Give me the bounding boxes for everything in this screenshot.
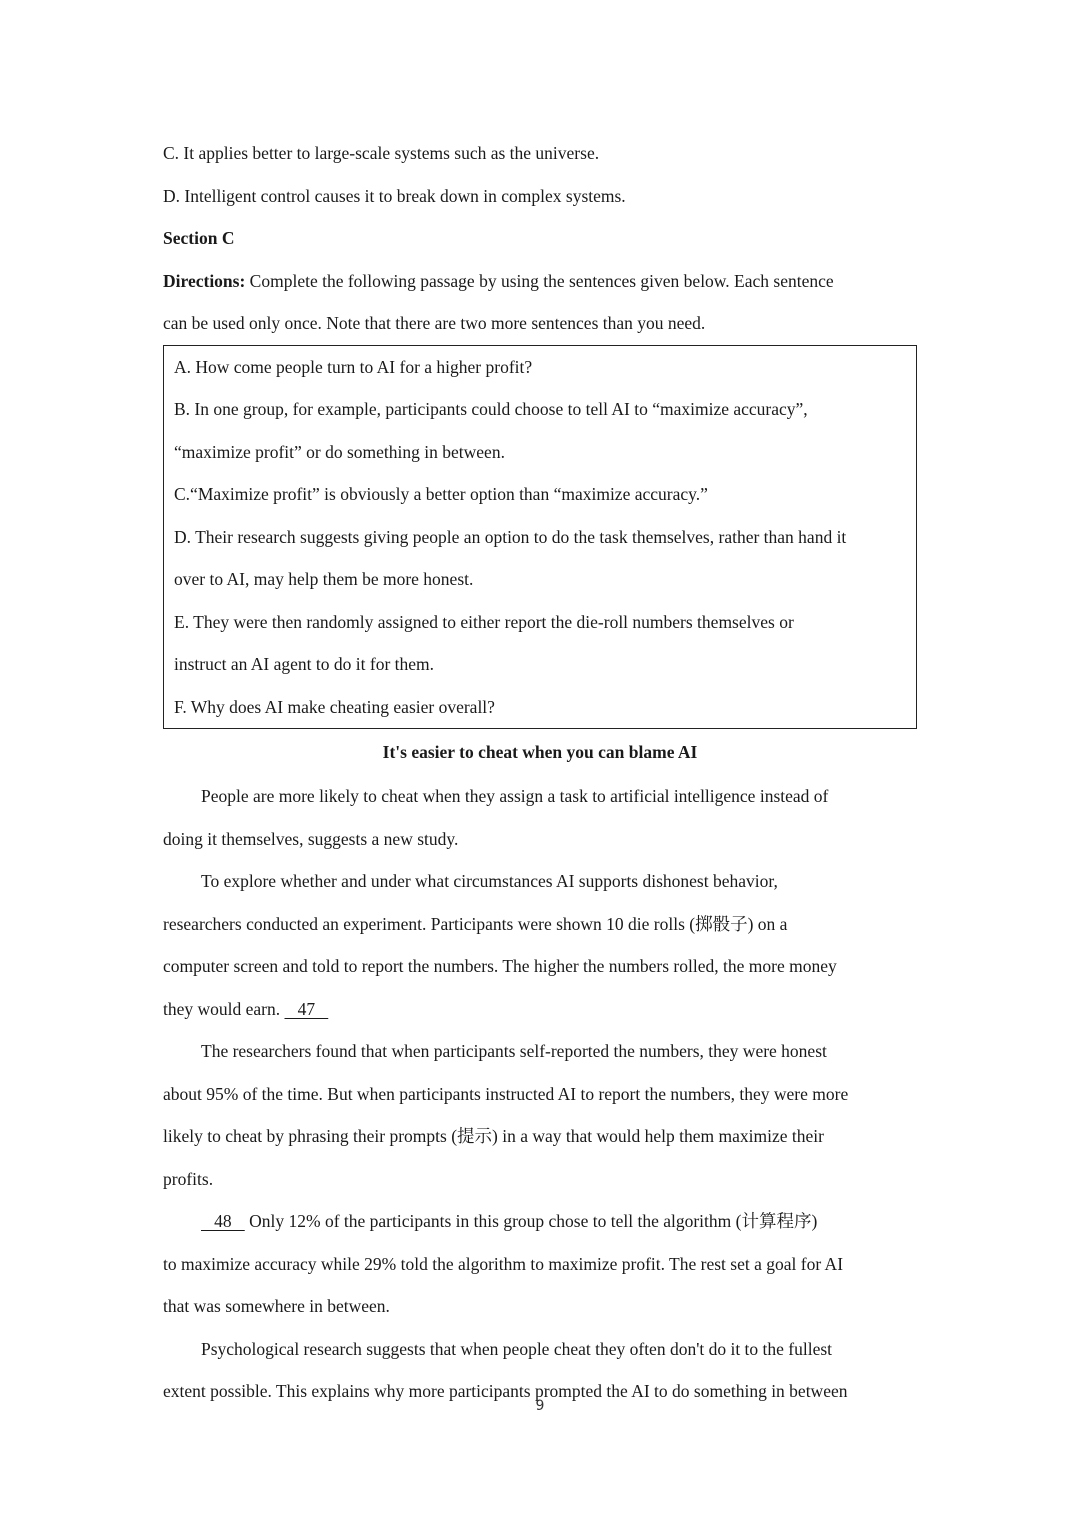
directions xyxy=(163,260,917,303)
p5-line1: Psychological research suggests that when people cheat they often don't do it to the fullest xyxy=(201,1338,833,1359)
p4-line2: to maximize accuracy while 29% told the algorithm to maximize profit. The rest set a goal for AI xyxy=(163,1253,844,1274)
choice-b-line2: “maximize profit” or do something in between. xyxy=(174,441,505,462)
p3-line1: The researchers found that when participants self-reported the numbers, they were honest xyxy=(201,1041,827,1061)
directions-label: Directions: xyxy=(163,270,246,291)
choice-e-line1: E. They were then randomly assigned to either report the die-roll numbers themselves or xyxy=(174,611,794,632)
p1-line2: doing it themselves, suggests a new study. xyxy=(163,828,459,849)
p5-line2: extent possible. This explains why more participants prompted the AI to do something in between xyxy=(163,1381,848,1401)
choice-e-line2: instruct an AI agent to do it for them. xyxy=(174,654,435,674)
p3-line3: likely to cheat by phrasing their prompts (提示) in a way that would help them maximize their xyxy=(163,1126,824,1146)
choice-c: C.“Maximize profit” is obviously a better option than “maximize accuracy.” xyxy=(174,484,708,504)
option-c: C. It applies better to large-scale systems such as the universe. xyxy=(163,143,600,163)
p2-line2: researchers conducted an experiment. Participants were shown 10 die rolls (掷骰子) on a xyxy=(163,913,788,934)
p4-line1-text: Only 12% of the participants in this group chose to tell the algorithm (计算程序) xyxy=(244,1211,818,1231)
choice-b-line1: B. In one group, for example, participants could choose to tell AI to “maximize accuracy”, xyxy=(174,399,808,419)
choice-a: A. How come people turn to AI for a higher profit? xyxy=(174,356,533,377)
passage-title: It's easier to cheat when you can blame AI xyxy=(382,742,698,762)
p2-line1: To explore whether and under what circumstances AI supports dishonest behavior, xyxy=(201,871,778,891)
section-heading: Section C xyxy=(163,228,235,248)
p3-line2: about 95% of the time. But when participants instructed AI to report the numbers, they were more xyxy=(163,1083,849,1104)
choice-d-line2: over to AI, may help them be more honest. xyxy=(174,569,474,589)
choices-box xyxy=(163,345,917,730)
option-d: D. Intelligent control causes it to break down in complex systems. xyxy=(163,185,626,206)
page-number: 9 xyxy=(535,1398,545,1414)
p3-line4: profits. xyxy=(163,1168,214,1189)
directions-text-1: Complete the following passage by using the sentences given below. Each sentence xyxy=(245,270,834,291)
p2-line4 xyxy=(163,988,917,1031)
p2-line4-text: they would earn. xyxy=(163,998,285,1019)
blank-48[interactable]: 48 xyxy=(201,1211,245,1231)
blank-47[interactable]: 47 xyxy=(284,998,329,1019)
p4-line3: that was somewhere in between. xyxy=(163,1296,390,1316)
p4-line1 xyxy=(163,1200,917,1243)
directions-text-2: can be used only once. Note that there are two more sentences than you need. xyxy=(163,313,706,333)
p2-line3: computer screen and told to report the numbers. The higher the numbers rolled, the more money xyxy=(163,956,837,976)
p1-line1: People are more likely to cheat when they assign a task to artificial intelligence instead of xyxy=(201,786,829,806)
document-page xyxy=(163,132,917,1413)
choice-d-line1: D. Their research suggests giving people an option to do the task themselves, rather than hand it xyxy=(174,526,847,547)
choice-f: F. Why does AI make cheating easier overall? xyxy=(174,696,495,717)
